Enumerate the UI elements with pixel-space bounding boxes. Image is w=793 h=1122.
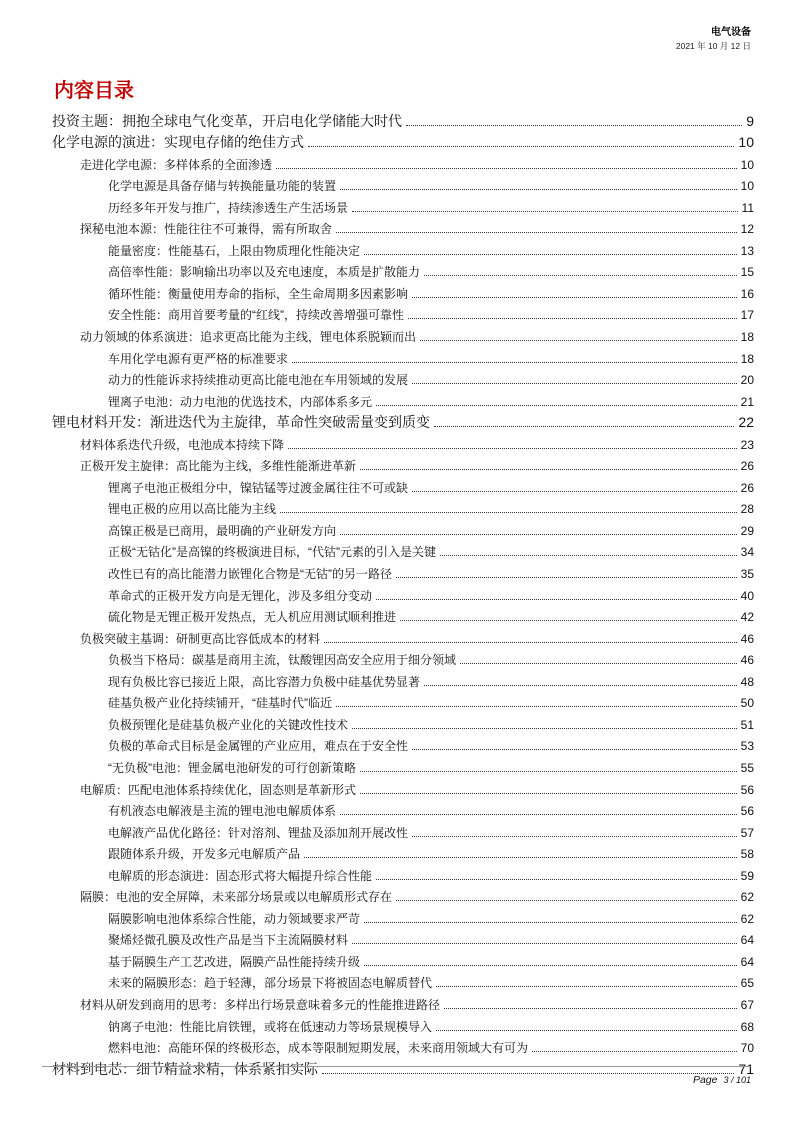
toc-entry-page: 11 <box>741 200 754 215</box>
toc-dot-leader <box>336 706 737 707</box>
toc-dot-leader <box>400 620 737 621</box>
header-date: 2021 年 10 月 12 日 <box>675 41 751 51</box>
toc-dot-leader <box>436 1030 737 1031</box>
toc-dot-leader <box>288 448 737 449</box>
toc-entry-level-3[interactable] <box>52 560 754 582</box>
table-of-contents <box>52 108 754 1078</box>
toc-entry-title: 隔膜：电池的安全屏障，未来部分场景或以电解质形式存在 <box>80 890 393 905</box>
toc-entry-level-3[interactable] <box>52 711 754 733</box>
toc-entry-page: 56 <box>740 804 754 819</box>
footer-page-number: 3 / 101 <box>723 1075 751 1085</box>
toc-entry-level-1[interactable] <box>52 410 754 432</box>
toc-entry-page: 26 <box>740 480 754 495</box>
toc-dot-leader <box>424 275 737 276</box>
toc-entry-page: 67 <box>740 997 754 1012</box>
toc-dot-leader <box>376 405 737 406</box>
toc-entry-title: 正极开发主旋律：高比能为主线，多维性能渐进革新 <box>80 459 357 474</box>
toc-entry-page: 12 <box>740 222 754 237</box>
toc-dot-leader <box>336 232 737 233</box>
toc-dot-leader <box>406 125 742 126</box>
toc-entry-level-2[interactable] <box>52 323 754 345</box>
toc-dot-leader <box>532 1051 737 1052</box>
toc-entry-title: 负极当下格局：碳基是商用主流，钛酸锂因高安全应用于细分领域 <box>108 653 457 668</box>
toc-entry-level-3[interactable] <box>52 604 754 626</box>
toc-dot-leader <box>352 728 737 729</box>
toc-entry-page: 16 <box>740 286 754 301</box>
toc-entry-level-2[interactable] <box>52 216 754 238</box>
toc-entry-page: 29 <box>740 523 754 538</box>
toc-entry-title: 钠离子电池：性能比肩铁锂，或将在低速动力等场景规模导入 <box>108 1019 433 1034</box>
toc-dot-leader <box>408 318 737 319</box>
toc-entry-level-3[interactable] <box>52 970 754 992</box>
toc-dot-leader <box>376 879 737 880</box>
toc-entry-title: 投资主题：拥抱全球电气化变革，开启电化学储能大时代 <box>52 112 402 129</box>
toc-entry-level-3[interactable] <box>52 194 754 216</box>
toc-entry-page: 56 <box>740 782 754 797</box>
toc-entry-title: 车用化学电源有更严格的标准要求 <box>108 351 289 366</box>
toc-dot-leader <box>412 836 737 837</box>
toc-entry-level-3[interactable] <box>52 517 754 539</box>
toc-entry-title: 锂电材料开发：渐进迭代为主旋律，革命性突破需量变到质变 <box>52 414 430 431</box>
toc-entry-page: 46 <box>740 653 754 668</box>
toc-entry-level-3[interactable] <box>52 1035 754 1057</box>
toc-title: 内容目录 <box>54 80 134 102</box>
toc-entry-title: 锂电正极的应用以高比能为主线 <box>108 502 277 517</box>
toc-dot-leader <box>412 491 737 492</box>
toc-entry-page: 59 <box>740 868 754 883</box>
toc-entry-title: 安全性能：商用首要考量的“红线”，持续改善增强可靠性 <box>108 308 404 323</box>
toc-entry-level-3[interactable] <box>52 345 754 367</box>
toc-entry-title: 化学电源的演进：实现电存储的绝佳方式 <box>52 134 304 151</box>
toc-entry-page: 35 <box>740 567 754 582</box>
toc-dot-leader <box>292 362 737 363</box>
toc-entry-level-2[interactable] <box>52 884 754 906</box>
toc-entry-level-3[interactable] <box>52 927 754 949</box>
toc-entry-level-3[interactable] <box>52 367 754 389</box>
footer-divider <box>42 1066 751 1067</box>
toc-entry-page: 18 <box>740 330 754 345</box>
toc-entry-page: 15 <box>740 265 754 280</box>
toc-dot-leader <box>412 297 737 298</box>
toc-dot-leader <box>352 211 738 212</box>
toc-entry-title: 材料从研发到商用的思考：多样出行场景意味着多元的性能推进路径 <box>80 997 441 1012</box>
toc-entry-title: 探秘电池本源：性能往往不可兼得，需有所取舍 <box>80 222 333 237</box>
toc-entry-page: 64 <box>740 954 754 969</box>
toc-entry-page: 22 <box>738 414 754 431</box>
toc-entry-level-2[interactable] <box>52 625 754 647</box>
toc-dot-leader <box>322 1073 734 1074</box>
toc-entry-title: 走进化学电源：多样体系的全面渗透 <box>80 157 273 172</box>
toc-dot-leader <box>420 340 737 341</box>
toc-dot-leader <box>364 965 737 966</box>
toc-entry-page: 28 <box>740 502 754 517</box>
toc-entry-title: 聚烯烃微孔膜及改性产品是当下主流隔膜材料 <box>108 933 349 948</box>
footer <box>693 1074 751 1086</box>
toc-entry-page: 40 <box>740 588 754 603</box>
toc-entry-page: 64 <box>740 933 754 948</box>
toc-entry-title: “无负极”电池：锂金属电池研发的可行创新策略 <box>108 760 356 775</box>
toc-dot-leader <box>360 771 737 772</box>
toc-entry-page: 70 <box>740 1041 754 1056</box>
toc-entry-level-2[interactable] <box>52 151 754 173</box>
toc-entry-title: 动力领域的体系演进：追求更高比能为主线，锂电体系脱颖而出 <box>80 330 417 345</box>
toc-entry-level-3[interactable] <box>52 841 754 863</box>
toc-entry-title: 历经多年开发与推广，持续渗透生产生活场景 <box>108 200 349 215</box>
toc-entry-level-3[interactable] <box>52 259 754 281</box>
toc-entry-title: 化学电源是具备存储与转换能量功能的装置 <box>108 179 337 194</box>
toc-entry-title: 高倍率性能：影响输出功率以及充电速度，本质是扩散能力 <box>108 265 421 280</box>
toc-entry-title: 锂离子电池：动力电池的优选技术，内部体系多元 <box>108 394 373 409</box>
toc-entry-title: 高镍正极是已商用，最明确的产业研发方向 <box>108 523 337 538</box>
toc-entry-page: 34 <box>740 545 754 560</box>
toc-dot-leader <box>460 663 737 664</box>
toc-entry-level-3[interactable] <box>52 647 754 669</box>
toc-dot-leader <box>412 383 737 384</box>
toc-entry-title: 未来的隔膜形态：趋于轻薄，部分场景下将被固态电解质替代 <box>108 976 433 991</box>
toc-entry-level-2[interactable] <box>52 431 754 453</box>
toc-entry-level-3[interactable] <box>52 819 754 841</box>
toc-entry-page: 51 <box>740 717 754 732</box>
toc-entry-page: 18 <box>740 351 754 366</box>
toc-dot-leader <box>276 168 737 169</box>
toc-entry-page: 21 <box>740 394 754 409</box>
toc-dot-leader <box>352 943 737 944</box>
toc-dot-leader <box>396 900 737 901</box>
toc-entry-level-2[interactable] <box>52 776 754 798</box>
toc-entry-page: 53 <box>740 739 754 754</box>
header-category: 电气设备 <box>711 27 751 38</box>
toc-entry-level-3[interactable] <box>52 474 754 496</box>
toc-entry-page: 68 <box>740 1019 754 1034</box>
toc-entry-level-3[interactable] <box>52 496 754 518</box>
toc-entry-level-3[interactable] <box>52 668 754 690</box>
toc-entry-level-3[interactable] <box>52 280 754 302</box>
toc-entry-page: 9 <box>746 112 754 129</box>
toc-entry-page: 46 <box>740 631 754 646</box>
toc-entry-title: 跟随体系升级，开发多元电解质产品 <box>108 847 301 862</box>
toc-entry-title: 现有负极比容已接近上限，高比容潜力负极中硅基优势显著 <box>108 674 421 689</box>
toc-dot-leader <box>412 749 737 750</box>
toc-entry-title: 革命式的正极开发方向是无锂化，涉及多组分变动 <box>108 588 373 603</box>
toc-entry-page: 13 <box>740 243 754 258</box>
toc-entry-page: 65 <box>740 976 754 991</box>
toc-entry-level-3[interactable] <box>52 388 754 410</box>
toc-entry-page: 23 <box>740 437 754 452</box>
toc-entry-title: 循环性能：衡量使用寿命的指标，全生命周期多因素影响 <box>108 286 409 301</box>
toc-entry-title: 电解质的形态演进：固态形式将大幅提升综合性能 <box>108 868 373 883</box>
toc-dot-leader <box>376 599 737 600</box>
toc-entry-level-3[interactable] <box>52 754 754 776</box>
toc-entry-level-3[interactable] <box>52 798 754 820</box>
toc-entry-level-2[interactable] <box>52 991 754 1013</box>
toc-entry-page: 10 <box>740 179 754 194</box>
toc-entry-level-3[interactable] <box>52 948 754 970</box>
toc-entry-level-3[interactable] <box>52 733 754 755</box>
toc-entry-level-2[interactable] <box>52 453 754 475</box>
toc-entry-title: 动力的性能诉求持续推动更高比能电池在车用领域的发展 <box>108 373 409 388</box>
toc-entry-page: 48 <box>740 674 754 689</box>
toc-entry-title: 正极“无钴化”是高镍的终极演进目标，“代钴”元素的引入是关键 <box>108 545 436 560</box>
toc-dot-leader <box>436 986 737 987</box>
toc-entry-level-3[interactable] <box>52 173 754 195</box>
toc-entry-page: 62 <box>740 911 754 926</box>
toc-entry-page: 26 <box>740 459 754 474</box>
toc-dot-leader <box>360 469 737 470</box>
toc-entry-page: 10 <box>740 157 754 172</box>
toc-dot-leader <box>308 146 734 147</box>
toc-entry-page: 42 <box>740 610 754 625</box>
toc-entry-page: 17 <box>740 308 754 323</box>
toc-entry-level-3[interactable] <box>52 302 754 324</box>
toc-entry-level-3[interactable] <box>52 690 754 712</box>
toc-entry-title: 隔膜影响电池体系综合性能，动力领域要求严苛 <box>108 911 361 926</box>
toc-entry-page: 62 <box>740 890 754 905</box>
toc-entry-level-3[interactable] <box>52 862 754 884</box>
toc-entry-page: 57 <box>740 825 754 840</box>
toc-entry-title: 基于隔膜生产工艺改进，隔膜产品性能持续升级 <box>108 954 361 969</box>
toc-entry-title: 能量密度：性能基石，上限由物质理化性能决定 <box>108 243 361 258</box>
toc-entry-title: 负极的革命式目标是金属锂的产业应用，难点在于安全性 <box>108 739 409 754</box>
toc-entry-page: 10 <box>738 134 754 151</box>
toc-entry-title: 燃料电池：高能环保的终极形态，成本等限制短期发展，未来商用领域大有可为 <box>108 1041 529 1056</box>
toc-dot-leader <box>424 685 737 686</box>
toc-entry-title: 负极突破主基调：研制更高比容低成本的材料 <box>80 631 321 646</box>
toc-dot-leader <box>340 534 737 535</box>
toc-dot-leader <box>280 512 737 513</box>
toc-entry-page: 55 <box>740 760 754 775</box>
toc-entry-level-3[interactable] <box>52 539 754 561</box>
footer-page-label: Page <box>692 1074 718 1086</box>
toc-entry-level-3[interactable] <box>52 582 754 604</box>
toc-entry-title: 改性已有的高比能潜力嵌锂化合物是“无钴”的另一路径 <box>108 567 392 582</box>
toc-entry-page: 58 <box>740 847 754 862</box>
toc-dot-leader <box>340 189 737 190</box>
toc-entry-level-3[interactable] <box>52 237 754 259</box>
toc-entry-page: 71 <box>738 1060 754 1077</box>
toc-dot-leader <box>340 814 737 815</box>
toc-dot-leader <box>304 857 737 858</box>
toc-entry-title: 负极预锂化是硅基负极产业化的关键改性技术 <box>108 717 349 732</box>
toc-dot-leader <box>396 577 737 578</box>
toc-entry-level-3[interactable] <box>52 905 754 927</box>
toc-entry-level-1[interactable] <box>52 108 754 130</box>
toc-entry-title: 电解质：匹配电池体系持续优化，固态则是革新形式 <box>80 782 357 797</box>
toc-dot-leader <box>324 642 737 643</box>
toc-entry-title: 电解液产品优化路径：针对溶剂、锂盐及添加剂开展改性 <box>108 825 409 840</box>
toc-entry-title: 材料到电芯：细节精益求精，体系紧扣实际 <box>52 1060 318 1077</box>
toc-dot-leader <box>364 922 737 923</box>
toc-entry-page: 20 <box>740 373 754 388</box>
toc-entry-title: 硫化物是无锂正极开发热点，无人机应用测试顺利推进 <box>108 610 397 625</box>
toc-entry-level-1[interactable] <box>52 130 754 152</box>
toc-dot-leader <box>434 426 734 427</box>
toc-entry-title: 锂离子电池正极组分中，镍钴锰等过渡金属往往不可或缺 <box>108 480 409 495</box>
toc-dot-leader <box>440 555 737 556</box>
toc-entry-level-3[interactable] <box>52 1013 754 1035</box>
toc-entry-page: 50 <box>740 696 754 711</box>
toc-dot-leader <box>364 254 737 255</box>
toc-dot-leader <box>444 1008 737 1009</box>
toc-entry-title: 硅基负极产业化持续铺开，“硅基时代”临近 <box>108 696 332 711</box>
toc-entry-title: 材料体系迭代升级，电池成本持续下降 <box>80 437 285 452</box>
toc-entry-title: 有机液态电解液是主流的锂电池电解质体系 <box>108 804 337 819</box>
toc-dot-leader <box>360 793 737 794</box>
